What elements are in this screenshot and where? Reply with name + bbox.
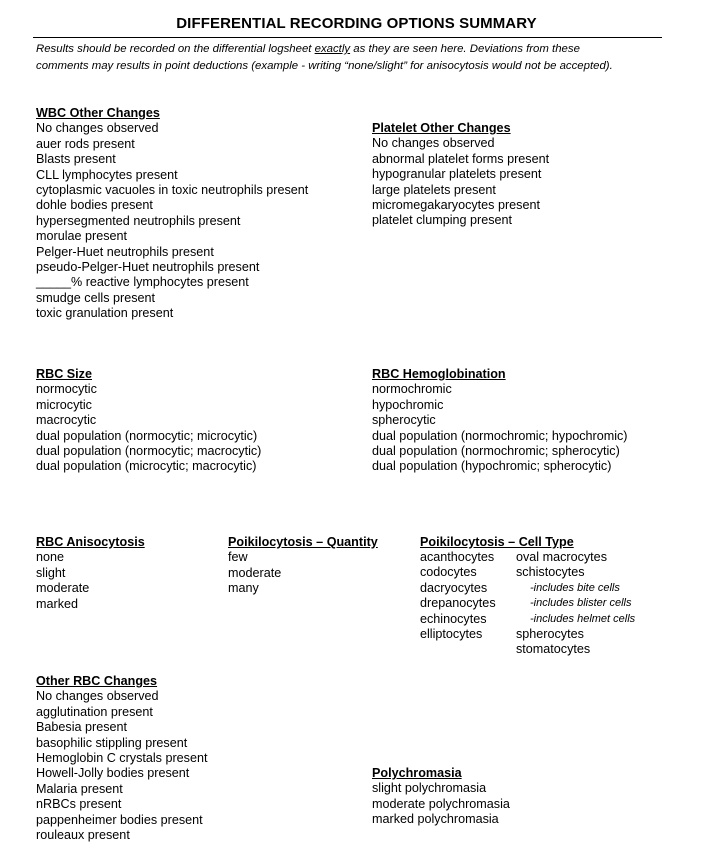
- section-other-rbc-changes: [36, 674, 208, 843]
- list-item: No changes observed: [372, 136, 495, 151]
- list-item: marked: [36, 596, 78, 611]
- list-item: elliptocytes: [420, 627, 483, 642]
- list-item: echinocytes: [420, 611, 487, 626]
- list-item: platelet clumping present: [372, 213, 513, 228]
- section-heading: Platelet Other Changes: [372, 121, 511, 135]
- list-item: schistocytes: [516, 565, 585, 580]
- cell-type-column-1: [420, 550, 496, 642]
- list-item: dacryocytes: [420, 580, 488, 595]
- list-item: smudge cells present: [36, 290, 156, 305]
- list-item: abnormal platelet forms present: [372, 151, 550, 166]
- list-item: toxic granulation present: [36, 306, 174, 321]
- list-item: slight polychromasia: [372, 781, 487, 796]
- list-item: codocytes: [420, 565, 477, 580]
- list-item: No changes observed: [36, 689, 159, 704]
- list-item: normocytic: [36, 382, 97, 397]
- section-heading: Poikilocytosis – Cell Type: [420, 535, 574, 549]
- section-heading: WBC Other Changes: [36, 106, 160, 120]
- section-heading: Poikilocytosis – Quantity: [228, 535, 378, 549]
- list-subnote: -includes blister cells: [530, 597, 632, 610]
- list-item: dohle bodies present: [36, 198, 153, 213]
- list-item: _____% reactive lymphocytes present: [36, 275, 249, 290]
- list-item: dual population (normocytic; macrocytic): [36, 444, 262, 459]
- list-item: hypogranular platelets present: [372, 167, 542, 182]
- section-heading: RBC Anisocytosis: [36, 535, 145, 549]
- list-item: dual population (microcytic; macrocytic): [36, 459, 257, 474]
- section-poikilocytosis-quantity: [228, 535, 378, 597]
- list-item: microcytic: [36, 397, 92, 412]
- list-item: dual population (normochromic; hypochromic): [372, 428, 628, 443]
- list-item: basophilic stippling present: [36, 735, 188, 750]
- section-rbc-hemoglobination: [372, 367, 628, 475]
- list-item: pseudo-Pelger-Huet neutrophils present: [36, 260, 260, 275]
- section-rbc-anisocytosis: [36, 535, 145, 612]
- list-item: agglutination present: [36, 704, 153, 719]
- section-heading: RBC Hemoglobination: [372, 367, 506, 381]
- list-item: dual population (normochromic; spherocytic): [372, 444, 620, 459]
- list-item: rouleaux present: [36, 828, 130, 843]
- list-item: oval macrocytes: [516, 550, 607, 564]
- note-text-1: Results should be recorded on the differential logsheet: [36, 43, 315, 55]
- section-platelet-other-changes: [372, 121, 549, 229]
- list-item: Blasts present: [36, 152, 116, 167]
- section-heading: Polychromasia: [372, 766, 462, 780]
- list-item: marked polychromasia: [372, 812, 499, 827]
- list-item: nRBCs present: [36, 797, 122, 812]
- list-item: large platelets present: [372, 182, 496, 197]
- section-heading: Other RBC Changes: [36, 674, 158, 688]
- page-title: DIFFERENTIAL RECORDING OPTIONS SUMMARY: [176, 15, 537, 32]
- list-item: No changes observed: [36, 121, 159, 136]
- list-item: morulae present: [36, 229, 128, 244]
- list-item: none: [36, 550, 65, 565]
- list-item: moderate polychromasia: [372, 796, 510, 811]
- list-item: hypochromic: [372, 397, 444, 412]
- section-rbc-size: [36, 367, 261, 475]
- section-heading: RBC Size: [36, 367, 92, 381]
- title-divider: [33, 37, 662, 38]
- list-subnote: -includes helmet cells: [530, 612, 636, 625]
- list-item: moderate: [36, 581, 90, 596]
- list-item: moderate: [228, 565, 282, 580]
- list-item: hypersegmented neutrophils present: [36, 213, 241, 228]
- list-item: dual population (normocytic; microcytic): [36, 428, 258, 443]
- list-item: drepanocytes: [420, 596, 496, 611]
- list-item: Hemoglobin C crystals present: [36, 751, 208, 766]
- list-item: auer rods present: [36, 136, 135, 151]
- section-poikilocytosis-cell-type: [420, 535, 574, 550]
- list-item: Pelger-Huet neutrophils present: [36, 244, 214, 259]
- list-item: acanthocytes: [420, 550, 495, 564]
- list-item: normochromic: [372, 382, 452, 397]
- list-item: dual population (hypochromic; spherocytic): [372, 459, 612, 474]
- list-item: cytoplasmic vacuoles in toxic neutrophils present: [36, 183, 309, 198]
- note-text-3: comments may results in point deductions (example - writing “none/slight” for anisocytosis would not be accepted).: [36, 60, 613, 72]
- list-item: Malaria present: [36, 781, 123, 796]
- list-item: pappenheimer bodies present: [36, 812, 203, 827]
- note-emphasis: exactly: [314, 43, 351, 55]
- list-item: many: [228, 581, 259, 596]
- list-item: macrocytic: [36, 413, 97, 428]
- list-item: slight: [36, 565, 66, 580]
- list-item: micromegakaryocytes present: [372, 198, 540, 213]
- instruction-note: [36, 41, 676, 75]
- list-item: spherocytes: [516, 627, 584, 642]
- cell-type-column-2: [516, 550, 635, 658]
- list-item: stomatocytes: [516, 642, 591, 657]
- list-item: spherocytic: [372, 413, 436, 428]
- list-item: Babesia present: [36, 720, 128, 735]
- note-text-2: as they are seen here. Deviations from these: [350, 43, 580, 55]
- section-wbc-other-changes: [36, 106, 308, 322]
- section-polychromasia: [372, 766, 510, 828]
- list-item: CLL lymphocytes present: [36, 167, 178, 182]
- list-subnote: -includes bite cells: [530, 581, 620, 594]
- list-item: few: [228, 550, 248, 565]
- list-item: Howell-Jolly bodies present: [36, 766, 190, 781]
